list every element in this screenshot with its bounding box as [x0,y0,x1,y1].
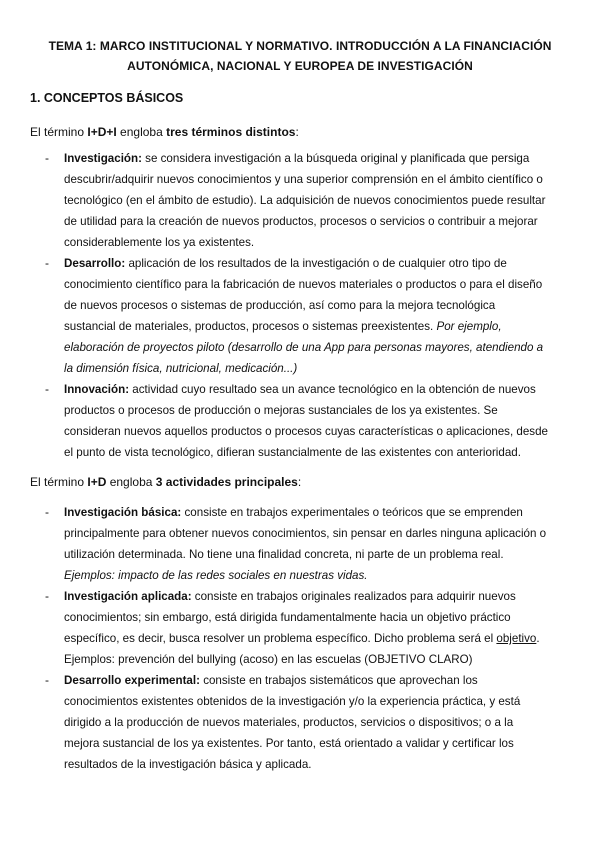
list-item-investigacion-basica [64,502,578,586]
item-line-italic [64,337,578,358]
intro-paragraph-2 [30,472,301,492]
list-item-desarrollo [64,253,578,379]
intro-bold: tres términos distintos [166,125,296,139]
item-text: consiste en trabajos experimentales o teóricos que se emprenden [181,506,523,519]
item-line [64,316,578,337]
item-line [64,502,578,523]
intro-term: I+D+I [87,125,117,139]
item-italic: elaboración de proyectos piloto (desarrollo de una App para personas mayores, atendiendo a [64,341,544,354]
item-line: Ejemplos: prevención del bullying (acoso) en las escuelas (OBJETIVO CLARO) [64,653,473,666]
item-line: de nuevos procesos o sistemas de producción, así como para la mejora tecnológica [64,299,496,312]
item-text: actividad cuyo resultado sea un avance tecnológico en la obtención de nuevos [129,383,536,396]
item-line: conocimientos existentes obtenidos de la investigación y/o la experiencia práctica, y está [64,695,521,708]
item-label: Investigación: [64,152,142,165]
item-line [64,253,578,274]
item-line: consideran nuevos aquellos productos o procesos cuyas características o aplicaciones, desde [64,425,548,438]
item-line: conocimiento científico para la fabricación de nuevos materiales o productos o para el diseño [64,278,543,291]
item-line: utilización determinada. No tiene una finalidad concreta, ni parte de un problema real. [64,548,504,561]
list-item-investigacion-aplicada [64,586,578,670]
item-text: se considera investigación a la búsqueda original y planificada que persiga [141,152,530,165]
item-line: mejora sustancial de los ya existentes. Por tanto, está orientado a validar y certificar los [64,737,514,750]
intro-text: El término [30,125,88,139]
list-bullet: - [45,151,49,165]
item-line: resultados de la investigación básica y aplicada. [64,758,312,771]
list-bullet: - [45,382,49,396]
item-text: . [536,632,540,645]
intro-text: engloba [106,475,156,489]
item-underlined: objetivo [496,632,537,645]
list-bullet: - [45,256,49,270]
intro-bold: 3 actividades principales [155,475,298,489]
item-text: consiste en trabajos sistemáticos que aprovechan los [199,674,478,687]
intro-text: : [295,125,299,139]
item-italic: Por ejemplo, [436,320,502,333]
item-line [64,586,578,607]
list-item-desarrollo-experimental [64,670,578,775]
item-label: Investigación básica: [64,506,182,519]
intro-text: engloba [116,125,167,139]
item-line: tecnológico (en el ámbito de estudio). La adquisición de nuevos conocimientos puede resultar [64,194,546,207]
document-title [30,36,570,76]
list-item-innovacion [64,379,578,463]
title-line-2: AUTONÓMICA, NACIONAL Y EUROPEA DE INVESTIGACIÓN [127,59,473,73]
item-label: Desarrollo: [64,257,126,270]
item-line-italic [64,358,578,379]
intro-text: : [297,475,302,489]
item-label: Innovación: [64,383,130,396]
item-line: productos o procesos de producción o mejoras sustanciales de los ya existentes. Se [64,404,498,417]
section-heading: 1. CONCEPTOS BÁSICOS [30,91,184,105]
item-text: aplicación de los resultados de la investigación o de cualquier otro tipo de [125,257,507,270]
item-line [64,628,578,649]
item-text: sustancial de materiales, productos, procesos o sistemas preexistentes. [64,320,437,333]
intro-paragraph-1 [30,122,299,142]
item-line [64,379,578,400]
intro-term: I+D [87,475,107,489]
item-line [64,148,578,169]
item-line: considerablemente los ya existentes. [64,236,255,249]
item-line: dirigido a la producción de nuevos materiales, productos, servicios o dispositivos; o a la [64,716,514,729]
item-line: de utilidad para la creación de nuevos productos, procesos o servicios o contribuir a mejorar [64,215,538,228]
list-bullet: - [45,505,49,519]
item-italic: Ejemplos: impacto de las redes sociales en nuestras vidas. [64,569,368,582]
list-bullet: - [45,589,49,603]
item-label: Investigación aplicada: [64,590,192,603]
item-line: descubrir/adquirir nuevos conocimientos y una superior comprensión en el ámbito científico o [64,173,543,186]
item-label: Desarrollo experimental: [64,674,200,687]
item-line: principalmente para obtener nuevos conocimientos, sin pensar en darles ninguna aplicación o [64,527,547,540]
item-line: el punto de vista tecnológico, difieran sustancialmente de las existentes con anterioridad. [64,446,521,459]
item-italic: la dimensión física, nutricional, medicación...) [64,362,298,375]
title-line-1: TEMA 1: MARCO INSTITUCIONAL Y NORMATIVO. INTRODUCCIÓN A LA FINANCIACIÓN [48,39,552,53]
list-bullet: - [45,673,49,687]
item-text: consiste en trabajos originales realizados para adquirir nuevos [191,590,516,603]
item-line-italic [64,565,578,586]
item-line [64,670,578,691]
intro-text: El término [30,475,88,489]
item-text: específico, es decir, busca resolver un problema específico. Dicho problema será el [64,632,497,645]
item-line: conocimientos; sin embargo, está dirigida fundamentalmente hacia un objetivo práctico [64,611,511,624]
list-item-investigacion [64,148,578,253]
